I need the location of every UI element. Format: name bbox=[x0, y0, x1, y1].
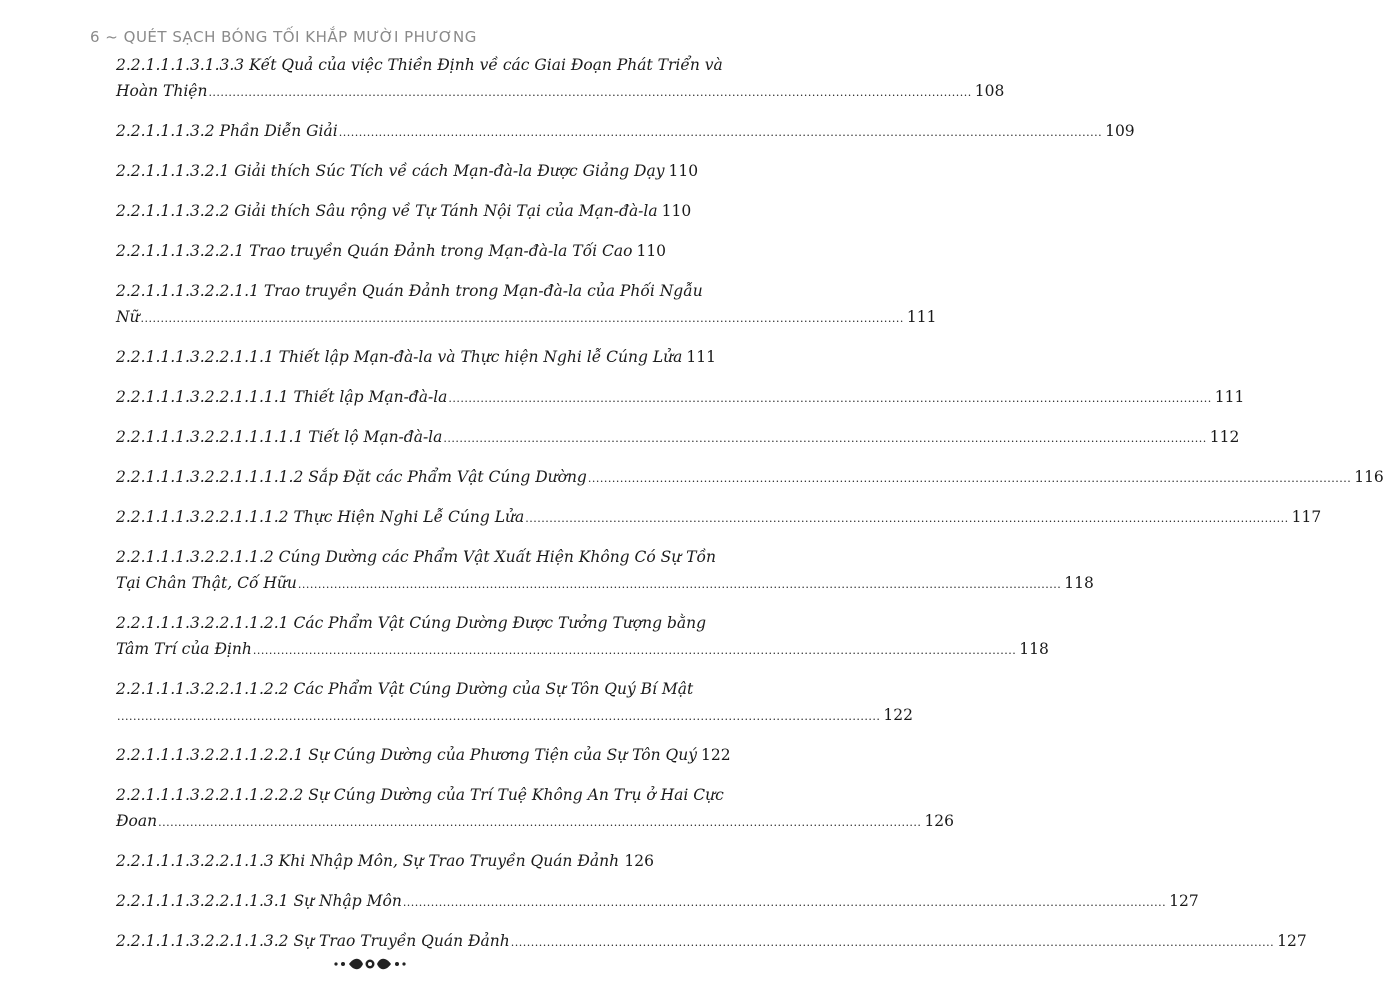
toc-page-number: 116 bbox=[1354, 468, 1384, 486]
toc-page-number: 112 bbox=[1209, 428, 1240, 446]
toc-entry-title: 2.2.1.1.1.3.2.2.1.1.3 Khi Nhập Môn, Sự Trao Truyền Quán Đảnh bbox=[116, 852, 620, 870]
dot-leader bbox=[339, 120, 1102, 146]
toc-entry-line bbox=[116, 808, 955, 836]
toc-entry bbox=[116, 118, 1135, 146]
toc-entry bbox=[116, 52, 1005, 106]
toc-page-number: 110 bbox=[661, 202, 692, 220]
toc-entry-title: 2.2.1.1.1.3.2.2.1.1.1.1.2 Sắp Đặt các Phẩm Vật Cúng Dường bbox=[116, 468, 587, 486]
toc-entry-line bbox=[116, 702, 913, 730]
dot-leader bbox=[208, 80, 971, 106]
toc-page-number: 117 bbox=[1291, 508, 1322, 526]
toc-entry-title: Tâm Trí của Định bbox=[116, 640, 252, 658]
toc-page-number: 127 bbox=[1169, 892, 1199, 910]
toc-entry-title: Hoàn Thiện bbox=[116, 82, 208, 100]
toc-page-number: 110 bbox=[668, 162, 699, 180]
dot-leader bbox=[525, 506, 1288, 532]
toc-entry bbox=[116, 888, 1199, 916]
dot-leader bbox=[448, 386, 1211, 412]
toc-entry-title: 2.2.1.1.1.3.2.2.1.1 Trao truyền Quán Đảnh trong Mạn-đà-la của Phối Ngẫu bbox=[116, 282, 703, 300]
dot-leader bbox=[620, 850, 621, 876]
toc-entry bbox=[116, 198, 692, 226]
toc-entry-line bbox=[116, 278, 703, 304]
toc-entry-title: 2.2.1.1.1.3.2.2.1.1.2.2 Các Phẩm Vật Cúng Dường của Sự Tôn Quý Bí Mật bbox=[116, 680, 694, 698]
toc-entry-title: 2.2.1.1.1.3.2.1 Giải thích Súc Tích về cách Mạn-đà-la Được Giảng Dạy bbox=[116, 162, 665, 180]
toc-page-number: 108 bbox=[974, 82, 1005, 100]
toc-entry bbox=[116, 742, 731, 770]
toc-entry bbox=[116, 238, 667, 266]
toc-page-number: 122 bbox=[883, 706, 913, 724]
toc-entry bbox=[116, 610, 1049, 664]
toc-entry-title: 2.2.1.1.1.3.2.2.1.1.1.1 Thiết lập Mạn-đà-la bbox=[116, 388, 448, 406]
toc-entry bbox=[116, 544, 1094, 598]
toc-entry-title: 2.2.1.1.1.3.2.2.1.1.2.2.1 Sự Cúng Dường của Phương Tiện của Sự Tôn Quý bbox=[116, 746, 697, 764]
toc-entry bbox=[116, 782, 955, 836]
toc-entry-title: 2.2.1.1.1.3.2 Phần Diễn Giải bbox=[116, 122, 338, 140]
toc-page-number: 126 bbox=[624, 852, 654, 870]
toc-entry bbox=[116, 424, 1240, 452]
toc-entry-title: 2.2.1.1.1.3.2.2.1.1.1.2 Thực Hiện Nghi Lễ Cúng Lửa bbox=[116, 508, 525, 526]
toc-entry-title: Tại Chân Thật, Cố Hữu bbox=[116, 574, 297, 592]
toc-page-number: 111 bbox=[1214, 388, 1245, 406]
dot-leader bbox=[298, 572, 1061, 598]
toc-entry-title: 2.2.1.1.1.3.2.2 Giải thích Sâu rộng về Tự Tánh Nội Tại của Mạn-đà-la bbox=[116, 202, 658, 220]
toc-entry-title: Đoan bbox=[116, 812, 158, 830]
toc-entry-line bbox=[116, 676, 694, 702]
toc-entry-title: 2.2.1.1.1.3.1.3.3 Kết Quả của việc Thiền Định về các Giai Đoạn Phát Triển và bbox=[116, 56, 723, 74]
toc-entry-title: 2.2.1.1.1.3.2.2.1 Trao truyền Quán Đảnh trong Mạn-đà-la Tối Cao bbox=[116, 242, 633, 260]
dot-leader bbox=[511, 930, 1274, 956]
running-header: 6 ~ QUÉT SẠCH BÓNG TỐI KHẮP MƯỜI PHƯƠNG bbox=[90, 28, 477, 46]
toc-page-number: 118 bbox=[1019, 640, 1049, 658]
toc-entry-line bbox=[116, 544, 716, 570]
toc-entry bbox=[116, 504, 1322, 532]
dot-leader bbox=[443, 426, 1206, 452]
toc-entry-line bbox=[116, 782, 724, 808]
toc-entry-title: 2.2.1.1.1.3.2.2.1.1.1 Thiết lập Mạn-đà-la và Thực hiện Nghi lễ Cúng Lửa bbox=[116, 348, 683, 366]
toc-entry bbox=[116, 676, 913, 730]
dot-leader bbox=[403, 890, 1166, 916]
toc-entry bbox=[116, 464, 1384, 492]
toc-page-number: 111 bbox=[906, 308, 937, 326]
toc-entry bbox=[116, 384, 1245, 412]
toc-entry bbox=[116, 158, 699, 186]
toc-entry-title: 2.2.1.1.1.3.2.2.1.1.3.2 Sự Trao Truyền Quán Đảnh bbox=[116, 932, 510, 950]
ornament-icon bbox=[330, 954, 410, 974]
toc-page-number: 122 bbox=[700, 746, 731, 764]
toc-page-number: 109 bbox=[1105, 122, 1135, 140]
toc-entry bbox=[116, 278, 937, 332]
toc-entry-line bbox=[116, 52, 723, 78]
dot-leader bbox=[117, 704, 880, 730]
dot-leader bbox=[141, 306, 904, 332]
toc-entry-line bbox=[116, 636, 1049, 664]
toc-entry bbox=[116, 928, 1307, 956]
toc-entry-line bbox=[116, 304, 937, 332]
toc-entry-title: Nữ bbox=[116, 308, 140, 326]
toc-page-number: 110 bbox=[636, 242, 667, 260]
dot-leader bbox=[588, 466, 1351, 492]
toc-entry-title: 2.2.1.1.1.3.2.2.1.1.2.1 Các Phẩm Vật Cúng Dường Được Tưởng Tượng bằng bbox=[116, 614, 707, 632]
toc-page-number: 111 bbox=[686, 348, 716, 366]
toc-entry bbox=[116, 848, 654, 876]
toc-entry-line bbox=[116, 78, 1005, 106]
toc-page-number: 126 bbox=[924, 812, 955, 830]
toc-page-number: 127 bbox=[1277, 932, 1307, 950]
toc-entry bbox=[116, 344, 716, 372]
toc-entry-line bbox=[116, 570, 1094, 598]
toc-entry-title: 2.2.1.1.1.3.2.2.1.1.2.2.2 Sự Cúng Dường của Trí Tuệ Không An Trụ ở Hai Cực bbox=[116, 786, 724, 804]
toc-entry-title: 2.2.1.1.1.3.2.2.1.1.3.1 Sự Nhập Môn bbox=[116, 892, 402, 910]
toc-entry-title: 2.2.1.1.1.3.2.2.1.1.1.1.1 Tiết lộ Mạn-đà-la bbox=[116, 428, 443, 446]
toc-entry-line bbox=[116, 610, 707, 636]
toc-page-number: 118 bbox=[1064, 574, 1094, 592]
dot-leader bbox=[253, 638, 1016, 664]
dot-leader bbox=[158, 810, 921, 836]
toc-entry-title: 2.2.1.1.1.3.2.2.1.1.2 Cúng Dường các Phẩm Vật Xuất Hiện Không Có Sự Tồn bbox=[116, 548, 716, 566]
table-of-contents bbox=[116, 52, 1384, 968]
